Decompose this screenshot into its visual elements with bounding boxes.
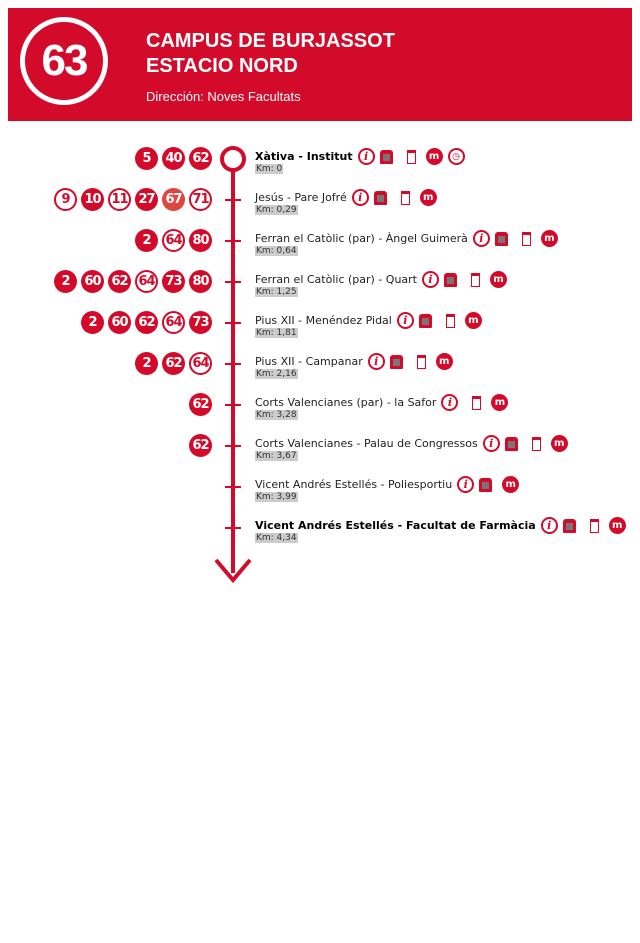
line-badge[interactable]: 62 [189, 147, 212, 170]
stop-row[interactable] [0, 146, 640, 186]
connecting-lines [81, 311, 212, 334]
stop-km: Km: 0,64 [256, 246, 297, 256]
line-badge[interactable]: 2 [135, 229, 158, 252]
info-icon[interactable]: i [422, 271, 439, 288]
connecting-lines [189, 393, 212, 416]
route-title-line1: CAMPUS DE BURJASSOT [146, 30, 395, 52]
ticket-icon[interactable] [444, 273, 457, 287]
line-badge[interactable]: 9 [54, 188, 77, 211]
bin-icon[interactable] [401, 191, 410, 205]
line-badge[interactable]: 2 [135, 352, 158, 375]
stop-name[interactable]: Vicent Andrés Estellés - Poliesportiu [255, 478, 453, 491]
ticket-icon[interactable] [390, 355, 403, 369]
bin-icon[interactable] [590, 519, 599, 533]
line-badge[interactable]: 2 [54, 270, 77, 293]
line-badge[interactable]: 64 [162, 229, 185, 252]
line-badge[interactable]: 62 [189, 434, 212, 457]
stop-tick [225, 322, 241, 324]
info-icon[interactable]: i [457, 476, 474, 493]
stop-name[interactable]: Ferran el Catòlic (par) - Quart [255, 273, 417, 286]
line-badge[interactable]: 10 [81, 188, 104, 211]
line-badge[interactable]: 67 [162, 188, 185, 211]
stop-info [255, 517, 626, 534]
metro-icon[interactable]: m [490, 271, 507, 288]
route-direction: Dirección: Noves Facultats [146, 89, 301, 104]
ticket-icon[interactable] [495, 232, 508, 246]
stop-info [255, 435, 568, 452]
stop-row[interactable] [0, 433, 640, 473]
bin-icon[interactable] [471, 273, 480, 287]
connecting-lines [54, 270, 212, 293]
stop-tick [225, 363, 241, 365]
stop-row[interactable] [0, 351, 640, 391]
stop-tick [225, 240, 241, 242]
stop-km: Km: 3,28 [256, 410, 297, 420]
line-badge[interactable]: 2 [81, 311, 104, 334]
stop-km: Km: 3,67 [256, 451, 297, 461]
line-badge[interactable]: 73 [162, 270, 185, 293]
connecting-lines [135, 147, 212, 170]
stop-row[interactable] [0, 474, 640, 514]
stop-name[interactable]: Vicent Andrés Estellés - Facultat de Farmàcia [255, 519, 536, 532]
ticket-icon[interactable] [505, 437, 518, 451]
route-title-line2: ESTACIO NORD [146, 55, 298, 77]
stop-km: Km: 3,99 [256, 492, 297, 502]
metro-icon[interactable]: m [491, 394, 508, 411]
stop-tick [225, 445, 241, 447]
metro-icon[interactable]: m [502, 476, 519, 493]
stop-name[interactable]: Pius XII - Campanar [255, 355, 363, 368]
info-icon[interactable]: i [483, 435, 500, 452]
metro-icon[interactable]: m [551, 435, 568, 452]
line-badge[interactable]: 80 [189, 270, 212, 293]
line-badge[interactable]: 62 [108, 270, 131, 293]
line-badge[interactable]: 64 [135, 270, 158, 293]
info-icon[interactable]: i [358, 148, 375, 165]
stop-info [255, 148, 465, 165]
line-badge[interactable]: 62 [189, 393, 212, 416]
bin-icon[interactable] [417, 355, 426, 369]
info-icon[interactable]: i [352, 189, 369, 206]
stop-name[interactable]: Ferran el Catòlic (par) - Àngel Guimerà [255, 232, 468, 245]
stop-name[interactable]: Pius XII - Menéndez Pidal [255, 314, 392, 327]
stop-row[interactable] [0, 269, 640, 309]
info-icon[interactable]: i [368, 353, 385, 370]
stop-info [255, 230, 558, 247]
stop-info [255, 394, 508, 411]
stop-tick [225, 281, 241, 283]
stop-km: Km: 1,81 [256, 328, 297, 338]
stop-row[interactable] [0, 310, 640, 350]
line-badge[interactable]: 64 [189, 352, 212, 375]
bin-icon[interactable] [407, 150, 416, 164]
ticket-icon[interactable] [479, 478, 492, 492]
stop-name[interactable]: Xàtiva - Institut [255, 150, 353, 163]
stop-info [255, 189, 437, 206]
bin-icon[interactable] [446, 314, 455, 328]
line-badge[interactable]: 5 [135, 147, 158, 170]
stop-row[interactable] [0, 515, 640, 555]
route-header [8, 8, 632, 121]
bin-icon[interactable] [532, 437, 541, 451]
stop-row[interactable] [0, 392, 640, 432]
metro-icon[interactable]: m [465, 312, 482, 329]
clock-icon[interactable]: ◷ [448, 148, 465, 165]
metro-icon[interactable]: m [436, 353, 453, 370]
bin-icon[interactable] [522, 232, 531, 246]
stop-tick [225, 486, 241, 488]
stop-km: Km: 4,34 [256, 533, 297, 543]
connecting-lines [135, 352, 212, 375]
stop-name[interactable]: Corts Valencianes (par) - la Safor [255, 396, 437, 409]
stop-km: Km: 0,29 [256, 205, 297, 215]
stop-row[interactable] [0, 228, 640, 268]
line-badge[interactable]: 60 [81, 270, 104, 293]
line-badge[interactable]: 71 [189, 188, 212, 211]
line-badge[interactable]: 62 [135, 311, 158, 334]
info-icon[interactable]: i [441, 394, 458, 411]
stop-tick [225, 404, 241, 406]
stop-tick [225, 527, 241, 529]
line-badge[interactable]: 11 [108, 188, 131, 211]
info-icon[interactable]: i [541, 517, 558, 534]
stop-name[interactable]: Jesús - Pare Jofré [255, 191, 347, 204]
line-badge[interactable]: 40 [162, 147, 185, 170]
line-badge[interactable]: 62 [162, 352, 185, 375]
metro-icon[interactable]: m [420, 189, 437, 206]
metro-icon[interactable]: m [541, 230, 558, 247]
stop-info [255, 476, 519, 493]
line-badge[interactable]: 60 [108, 311, 131, 334]
line-badge[interactable]: 27 [135, 188, 158, 211]
stop-km: Km: 1,25 [256, 287, 297, 297]
stop-tick [225, 199, 241, 201]
connecting-lines [135, 229, 212, 252]
connecting-lines [189, 434, 212, 457]
line-badge[interactable]: 64 [162, 311, 185, 334]
stop-info [255, 312, 482, 329]
ticket-icon[interactable] [380, 150, 393, 164]
stop-km: Km: 2,16 [256, 369, 297, 379]
ticket-icon[interactable] [419, 314, 432, 328]
stop-name[interactable]: Corts Valencianes - Palau de Congressos [255, 437, 478, 450]
bin-icon[interactable] [472, 396, 481, 410]
line-number-badge: 63 [20, 17, 108, 105]
info-icon[interactable]: i [397, 312, 414, 329]
metro-icon[interactable]: m [609, 517, 626, 534]
info-icon[interactable]: i [473, 230, 490, 247]
stop-km: Km: 0 [256, 164, 283, 174]
line-badge[interactable]: 73 [189, 311, 212, 334]
ticket-icon[interactable] [374, 191, 387, 205]
stop-info [255, 271, 507, 288]
metro-icon[interactable]: m [426, 148, 443, 165]
line-badge[interactable]: 80 [189, 229, 212, 252]
stop-row[interactable] [0, 187, 640, 227]
stop-info [255, 353, 453, 370]
ticket-icon[interactable] [563, 519, 576, 533]
connecting-lines [54, 188, 212, 211]
